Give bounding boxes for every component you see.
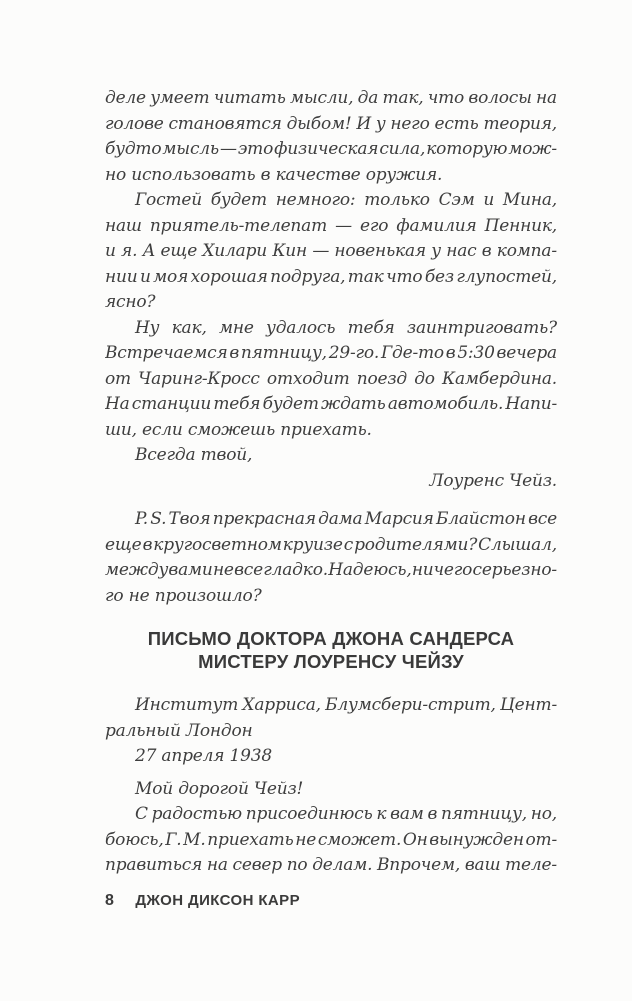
- word: ничего: [411, 560, 473, 580]
- text-line: [105, 214, 557, 240]
- word: Сэм: [438, 190, 475, 210]
- word: Чаринг-Кросс: [138, 368, 260, 389]
- word: Камбердина.: [442, 368, 557, 389]
- text-line: [105, 188, 557, 214]
- section-heading: [105, 627, 557, 673]
- page-number: 8: [105, 892, 115, 909]
- word: в: [445, 343, 456, 363]
- word: север: [232, 855, 282, 875]
- text-line: [105, 367, 557, 393]
- word: у: [375, 113, 386, 134]
- word: волосы: [468, 88, 532, 108]
- word: P.: [135, 509, 148, 529]
- text-line: [105, 828, 557, 854]
- word: мысль: [162, 139, 219, 159]
- word: М.: [183, 829, 206, 850]
- word: тебя: [213, 394, 261, 414]
- word: все: [234, 560, 263, 580]
- word: в: [142, 534, 153, 555]
- word: я.: [121, 241, 138, 261]
- word: дыбом!: [286, 113, 352, 134]
- word: удалось: [266, 317, 336, 338]
- text-line: [105, 853, 557, 879]
- word: сила,: [379, 139, 426, 159]
- word: до: [414, 368, 435, 389]
- word: еще: [105, 534, 142, 555]
- word: есть: [434, 113, 479, 134]
- word: Институт: [135, 695, 239, 715]
- text-line: [105, 341, 557, 367]
- word: будет: [210, 190, 267, 210]
- word: него: [390, 113, 430, 134]
- text-line: [105, 86, 557, 112]
- heading-line: МИСТЕРУ ЛОУРЕНСУ ЧЕЙЗУ: [198, 651, 464, 672]
- word: компа-: [496, 241, 557, 261]
- word: все: [528, 509, 557, 529]
- running-title: ДЖОН ДИКСОН КАРР: [135, 892, 300, 909]
- word: 29-го.: [328, 343, 380, 363]
- word: делам.: [312, 855, 373, 875]
- word: Где-то: [380, 343, 444, 363]
- word: фамилия: [396, 215, 477, 236]
- word: без: [424, 266, 454, 287]
- word: теле-: [505, 855, 557, 875]
- word: —: [335, 215, 352, 236]
- word: прекрасная: [212, 509, 316, 529]
- text-line: [105, 239, 557, 265]
- word: Пенник,: [484, 215, 557, 236]
- page-footer: [105, 892, 300, 910]
- text-line: [105, 265, 557, 291]
- text-line: 27 апреля 1938: [135, 746, 273, 766]
- word: что: [427, 88, 465, 108]
- word: 5:30: [457, 343, 495, 363]
- word: между: [105, 560, 169, 580]
- word: приехать: [207, 829, 294, 850]
- word: да: [357, 88, 379, 108]
- word: пятницу,: [440, 804, 527, 824]
- word: не: [295, 829, 317, 850]
- word: Мина,: [502, 190, 557, 210]
- word: Марсия: [364, 509, 434, 529]
- word: физическая: [274, 139, 379, 159]
- word: вами: [168, 560, 213, 580]
- word: будет: [262, 394, 319, 414]
- word: Блайстон: [435, 509, 526, 529]
- word: еще: [160, 241, 198, 261]
- text-line: [105, 392, 557, 418]
- word: присоединюсь: [245, 804, 373, 824]
- word: поезд: [356, 368, 408, 389]
- word: Г.: [165, 829, 182, 850]
- word: Хилари: [202, 241, 268, 261]
- word: голове: [105, 113, 164, 134]
- word: так: [347, 266, 384, 287]
- word: радостью: [151, 804, 242, 824]
- word: Напи-: [505, 394, 557, 414]
- word: глупостей,: [456, 266, 557, 287]
- word: наш: [105, 215, 142, 236]
- word: круизе: [282, 534, 343, 555]
- word: подруга,: [270, 266, 346, 287]
- paragraph: [105, 188, 557, 316]
- paragraph: [105, 86, 557, 188]
- word: серьезно-: [472, 560, 557, 580]
- word: Гостей: [135, 190, 202, 210]
- word: теория,: [483, 113, 557, 134]
- word: на: [206, 855, 228, 875]
- word: к: [376, 804, 387, 824]
- text-line: Мой дорогой Чейз!: [135, 778, 304, 799]
- word: в: [481, 241, 492, 261]
- word: будто: [105, 139, 162, 159]
- paragraph: [105, 693, 557, 744]
- word: с: [343, 534, 354, 555]
- paragraph: [105, 507, 557, 609]
- word: автомобиль.: [387, 394, 504, 414]
- word: Надеюсь,: [328, 560, 412, 580]
- word: сможет.: [317, 829, 402, 850]
- paragraph: [105, 316, 557, 444]
- word: так,: [382, 88, 424, 108]
- text-line: Всегда твой,: [135, 445, 253, 465]
- word: от-: [525, 829, 557, 850]
- word: и: [105, 241, 116, 261]
- word: умеет: [150, 88, 210, 108]
- word: его: [360, 215, 389, 236]
- word: мож-: [508, 139, 557, 159]
- word: на: [536, 88, 557, 108]
- word: от: [105, 368, 131, 389]
- word: что: [386, 266, 423, 287]
- text-line: [105, 507, 557, 533]
- word: немного:: [275, 190, 356, 210]
- word: в: [427, 804, 438, 824]
- word: дама: [318, 509, 363, 529]
- word: На: [105, 394, 130, 414]
- body-text: [105, 86, 557, 879]
- word: мысли,: [289, 88, 354, 108]
- word: это: [237, 139, 274, 159]
- word: С: [135, 804, 148, 824]
- word: Встречаемся: [105, 343, 228, 363]
- word: становятся: [168, 113, 282, 134]
- word: пятницу,: [240, 343, 327, 363]
- word: отходит: [266, 368, 350, 389]
- word: которую: [426, 139, 508, 159]
- text-line: [105, 693, 557, 719]
- word: мне: [218, 317, 254, 338]
- text-line: [105, 802, 557, 828]
- word: станции: [131, 394, 212, 414]
- word: вечера: [496, 343, 557, 363]
- word: И: [356, 113, 371, 134]
- text-line: [105, 112, 557, 138]
- word: Слышал,: [478, 534, 557, 555]
- text-line: [105, 533, 557, 559]
- word: и: [483, 190, 495, 210]
- word: не: [212, 560, 234, 580]
- word: и: [139, 266, 151, 287]
- text-line: ясно?: [105, 292, 156, 312]
- word: Ну: [135, 317, 160, 338]
- word: Он: [402, 829, 428, 850]
- text-line: го не произошло?: [105, 585, 262, 606]
- word: как,: [171, 317, 207, 338]
- word: новенькая: [334, 241, 426, 261]
- word: тебя: [347, 317, 395, 338]
- word: родителями?: [354, 534, 478, 555]
- word: ждать: [321, 394, 386, 414]
- text-line: ши, если сможешь приехать.: [105, 419, 372, 440]
- word: нас: [446, 241, 477, 261]
- word: А: [142, 241, 156, 261]
- word: хорошая: [190, 266, 268, 287]
- word: гладко.: [263, 560, 328, 580]
- text-line: но использовать в качестве оружия.: [105, 164, 443, 185]
- word: только: [364, 190, 430, 210]
- heading-line: ПИСЬМО ДОКТОРА ДЖОНА САНДЕРСА: [147, 628, 515, 649]
- word: но,: [530, 804, 557, 824]
- word: вынужден: [429, 829, 524, 850]
- word: S.: [150, 509, 167, 529]
- word: у: [431, 241, 441, 261]
- word: Харриса,: [242, 695, 321, 715]
- word: Впрочем,: [377, 855, 461, 875]
- word: правиться: [105, 855, 203, 875]
- word: деле: [105, 88, 146, 108]
- word: читать: [213, 88, 286, 108]
- word: ваш: [464, 855, 501, 875]
- text-line: Лоуренс Чейз.: [429, 470, 557, 491]
- word: моя: [153, 266, 189, 287]
- paragraph: [105, 802, 557, 879]
- word: приятель-телепат: [149, 215, 328, 236]
- word: Твоя: [168, 509, 211, 529]
- word: в: [229, 343, 240, 363]
- word: Кин: [272, 241, 308, 261]
- word: кругосветном: [153, 534, 282, 555]
- word: вам: [390, 804, 424, 824]
- word: —: [312, 241, 330, 261]
- text-line: [105, 316, 557, 342]
- word: Цент-: [500, 695, 557, 715]
- text-line: [105, 137, 557, 163]
- text-line: ральный Лондон: [105, 720, 253, 741]
- word: заинтриговать?: [406, 317, 557, 338]
- word: боюсь,: [105, 829, 164, 850]
- word: нии: [105, 266, 138, 287]
- text-line: [105, 558, 557, 584]
- word: по: [286, 855, 308, 875]
- word: Блумсбери-стрит,: [325, 695, 496, 715]
- word: —: [219, 139, 237, 159]
